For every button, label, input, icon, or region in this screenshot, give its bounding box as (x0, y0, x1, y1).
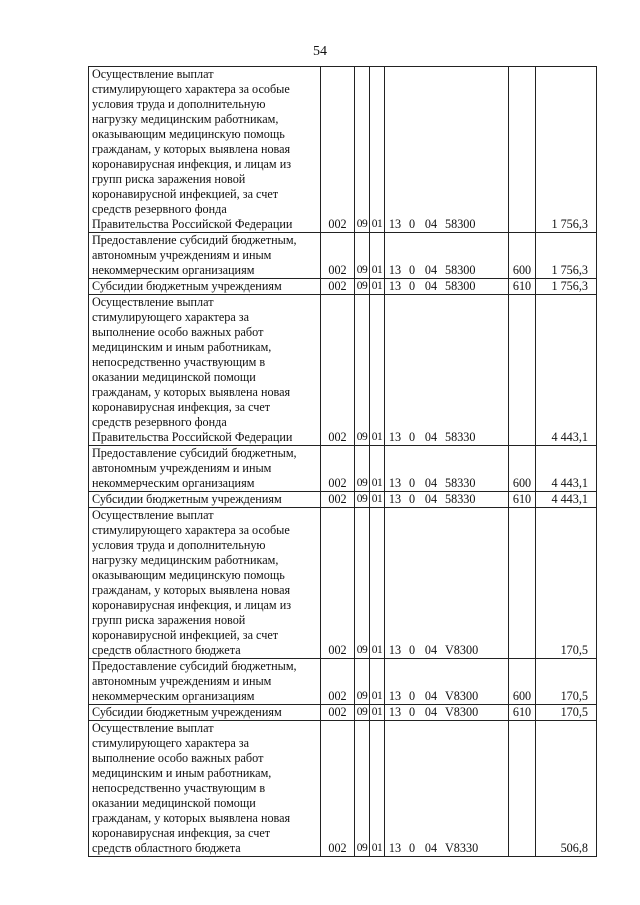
description-line: стимулирующего характера за особые (92, 82, 290, 96)
code-target-article (385, 721, 509, 857)
row-description (89, 295, 321, 446)
target-article-program: 13 (388, 643, 402, 657)
table-row (89, 721, 597, 857)
table-row (89, 492, 597, 508)
description-line: средств областного бюджета (92, 841, 241, 855)
code-target-article (385, 705, 509, 721)
target-article-program: 13 (388, 263, 402, 277)
target-article-type: 0 (408, 263, 416, 277)
target-article-type: 0 (408, 841, 416, 855)
description-line: оказании медицинской помощи (92, 370, 256, 384)
code-target-article (385, 446, 509, 492)
target-article-main: 04 (424, 841, 438, 855)
amount: 1 756,3 (536, 233, 597, 279)
code-target-article (385, 295, 509, 446)
description-line: оказывающим медицинскую помощь (92, 127, 285, 141)
description-line: Осуществление выплат (92, 67, 214, 81)
table-row (89, 446, 597, 492)
description-line: Осуществление выплат (92, 508, 214, 522)
amount: 4 443,1 (536, 295, 597, 446)
row-description (89, 508, 321, 659)
code-target-article (385, 492, 509, 508)
target-article-type: 0 (408, 217, 416, 231)
description-line: автономным учреждениям и иным (92, 461, 272, 475)
code-razdel: 09 (355, 659, 370, 705)
description-line: средств резервного фонда (92, 415, 227, 429)
code-podrazdel: 01 (370, 721, 385, 857)
description-line: некоммерческим организациям (92, 476, 255, 490)
target-article-main: 04 (424, 492, 438, 506)
amount: 4 443,1 (536, 446, 597, 492)
code-podrazdel: 01 (370, 295, 385, 446)
target-article-direction: 58330 (445, 476, 476, 490)
description-line: выполнение особо важных работ (92, 325, 264, 339)
target-article-main: 04 (424, 476, 438, 490)
description-line: коронавирусная инфекция, за счет (92, 826, 271, 840)
code-expense-type (509, 508, 536, 659)
row-description (89, 446, 321, 492)
description-line: гражданам, у которых выявлена новая (92, 385, 291, 399)
description-line: Осуществление выплат (92, 721, 214, 735)
target-article-main: 04 (424, 279, 438, 293)
code-target-article (385, 659, 509, 705)
target-article-program: 13 (388, 476, 402, 490)
code-expense-type (509, 721, 536, 857)
table-row (89, 295, 597, 446)
code-expense-type: 610 (509, 705, 536, 721)
code-razdel: 09 (355, 705, 370, 721)
code-expense-type (509, 295, 536, 446)
description-line: медицинским и иным работникам, (92, 766, 272, 780)
target-article-type: 0 (408, 492, 416, 506)
code-expense-type: 600 (509, 659, 536, 705)
description-line: групп риска заражения новой (92, 613, 246, 627)
target-article-program: 13 (388, 492, 402, 506)
code-podrazdel: 01 (370, 233, 385, 279)
amount: 170,5 (536, 659, 597, 705)
target-article-program: 13 (388, 217, 402, 231)
target-article-program: 13 (388, 430, 402, 444)
code-vedomstvo: 002 (321, 705, 355, 721)
description-line: медицинским и иным работникам, (92, 340, 272, 354)
description-line: непосредственно участвующим в (92, 355, 266, 369)
target-article-direction: V8330 (445, 841, 479, 855)
target-article-main: 04 (424, 643, 438, 657)
target-article-type: 0 (408, 476, 416, 490)
description-line: непосредственно участвующим в (92, 781, 266, 795)
code-podrazdel: 01 (370, 508, 385, 659)
description-line: некоммерческим организациям (92, 689, 255, 703)
target-article-program: 13 (388, 689, 402, 703)
target-article-direction: V8300 (445, 705, 479, 719)
description-line: автономным учреждениям и иным (92, 248, 272, 262)
code-expense-type: 600 (509, 446, 536, 492)
code-razdel: 09 (355, 233, 370, 279)
target-article-program: 13 (388, 705, 402, 719)
code-razdel: 09 (355, 295, 370, 446)
amount: 1 756,3 (536, 279, 597, 295)
table-row (89, 508, 597, 659)
description-line: Правительства Российской Федерации (92, 217, 293, 231)
code-target-article (385, 279, 509, 295)
code-vedomstvo: 002 (321, 295, 355, 446)
table-row (89, 659, 597, 705)
row-description (89, 659, 321, 705)
code-vedomstvo: 002 (321, 279, 355, 295)
description-line: коронавирусная инфекция, и лицам из (92, 157, 292, 171)
row-description (89, 721, 321, 857)
budget-table-body (89, 67, 597, 857)
table-row (89, 67, 597, 233)
description-line: гражданам, у которых выявлена новая (92, 583, 291, 597)
target-article-direction: V8300 (445, 689, 479, 703)
target-article-main: 04 (424, 705, 438, 719)
description-line: гражданам, у которых выявлена новая (92, 142, 291, 156)
code-vedomstvo: 002 (321, 67, 355, 233)
target-article-direction: 58330 (445, 430, 476, 444)
target-article-direction: 58300 (445, 279, 476, 293)
target-article-main: 04 (424, 263, 438, 277)
target-article-direction: 58300 (445, 263, 476, 277)
code-vedomstvo: 002 (321, 233, 355, 279)
code-expense-type: 600 (509, 233, 536, 279)
description-line: Субсидии бюджетным учреждениям (92, 705, 282, 719)
description-line: стимулирующего характера за (92, 310, 250, 324)
description-line: Осуществление выплат (92, 295, 214, 309)
code-razdel: 09 (355, 279, 370, 295)
code-podrazdel: 01 (370, 446, 385, 492)
description-line: Правительства Российской Федерации (92, 430, 293, 444)
amount: 1 756,3 (536, 67, 597, 233)
target-article-type: 0 (408, 643, 416, 657)
code-expense-type: 610 (509, 492, 536, 508)
page-number: 54 (313, 44, 327, 59)
code-razdel: 09 (355, 508, 370, 659)
description-line: Предоставление субсидий бюджетным, (92, 446, 297, 460)
description-line: групп риска заражения новой (92, 172, 246, 186)
amount: 4 443,1 (536, 492, 597, 508)
description-line: некоммерческим организациям (92, 263, 255, 277)
description-line: нагрузку медицинским работникам, (92, 553, 279, 567)
code-razdel: 09 (355, 446, 370, 492)
table-row (89, 233, 597, 279)
row-description (89, 67, 321, 233)
target-article-direction: 58300 (445, 217, 476, 231)
description-line: коронавирусной инфекцией, за счет (92, 187, 279, 201)
description-line: гражданам, у которых выявлена новая (92, 811, 291, 825)
code-vedomstvo: 002 (321, 446, 355, 492)
target-article-type: 0 (408, 705, 416, 719)
amount: 170,5 (536, 508, 597, 659)
description-line: Предоставление субсидий бюджетным, (92, 659, 297, 673)
description-line: нагрузку медицинским работникам, (92, 112, 279, 126)
row-description (89, 492, 321, 508)
description-line: Предоставление субсидий бюджетным, (92, 233, 297, 247)
description-line: стимулирующего характера за (92, 736, 250, 750)
description-line: оказании медицинской помощи (92, 796, 256, 810)
description-line: стимулирующего характера за особые (92, 523, 290, 537)
target-article-program: 13 (388, 279, 402, 293)
amount: 170,5 (536, 705, 597, 721)
code-target-article (385, 233, 509, 279)
description-line: условия труда и дополнительную (92, 538, 266, 552)
code-target-article (385, 508, 509, 659)
amount: 506,8 (536, 721, 597, 857)
code-podrazdel: 01 (370, 705, 385, 721)
description-line: оказывающим медицинскую помощь (92, 568, 285, 582)
description-line: коронавирусной инфекцией, за счет (92, 628, 279, 642)
target-article-type: 0 (408, 279, 416, 293)
description-line: средств областного бюджета (92, 643, 241, 657)
code-podrazdel: 01 (370, 659, 385, 705)
code-vedomstvo: 002 (321, 721, 355, 857)
code-vedomstvo: 002 (321, 508, 355, 659)
target-article-main: 04 (424, 217, 438, 231)
description-line: коронавирусная инфекция, за счет (92, 400, 271, 414)
target-article-direction: 58330 (445, 492, 476, 506)
code-expense-type: 610 (509, 279, 536, 295)
target-article-main: 04 (424, 430, 438, 444)
code-target-article (385, 67, 509, 233)
code-razdel: 09 (355, 721, 370, 857)
code-razdel: 09 (355, 67, 370, 233)
description-line: выполнение особо важных работ (92, 751, 264, 765)
row-description (89, 233, 321, 279)
description-line: средств резервного фонда (92, 202, 227, 216)
code-vedomstvo: 002 (321, 492, 355, 508)
table-row (89, 705, 597, 721)
code-podrazdel: 01 (370, 492, 385, 508)
row-description (89, 279, 321, 295)
description-line: условия труда и дополнительную (92, 97, 266, 111)
table-row (89, 279, 597, 295)
description-line: автономным учреждениям и иным (92, 674, 272, 688)
target-article-type: 0 (408, 689, 416, 703)
code-razdel: 09 (355, 492, 370, 508)
target-article-main: 04 (424, 689, 438, 703)
code-podrazdel: 01 (370, 67, 385, 233)
budget-table (88, 66, 597, 857)
description-line: Субсидии бюджетным учреждениям (92, 279, 282, 293)
description-line: Субсидии бюджетным учреждениям (92, 492, 282, 506)
code-expense-type (509, 67, 536, 233)
target-article-direction: V8300 (445, 643, 479, 657)
target-article-type: 0 (408, 430, 416, 444)
row-description (89, 705, 321, 721)
code-podrazdel: 01 (370, 279, 385, 295)
code-vedomstvo: 002 (321, 659, 355, 705)
target-article-program: 13 (388, 841, 402, 855)
description-line: коронавирусная инфекция, и лицам из (92, 598, 292, 612)
